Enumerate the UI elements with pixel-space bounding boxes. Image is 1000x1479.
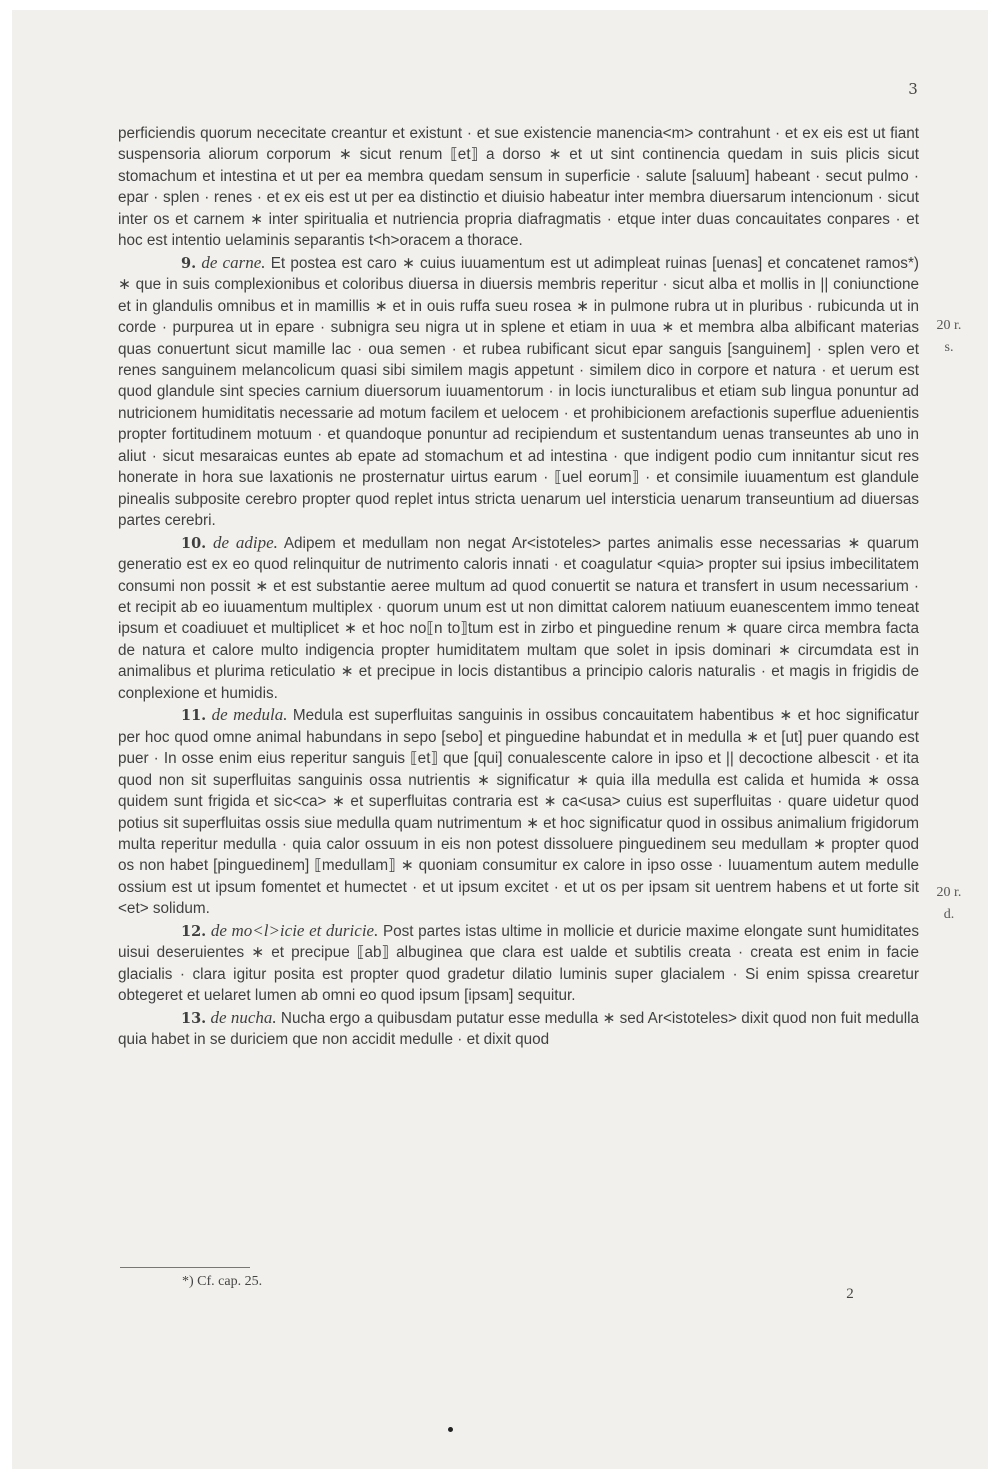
section-text: Et postea est caro ∗ cuius iuuamentum est ut adimpleat ruinas [uenas] et concatenet ramos*) ∗ que in suis complexionibus et coloribus diuersa in diuersis membris reperitur · sicut alba et mollis in || coniunctione et in glandulis omnibus et in mamillis ∗ et in ouis ruffa sueu rosea ∗ in pulmone rubra ut in pluribus · rubicunda ut in corde · purpurea ut in epare · subnigra seu nigra ut in splene et etiam in uua ∗ et membra alba albificant materias quas conuertunt sicut mamille lac · oua semen · et rubea rubificant sicut epar sanguis [sanguinem] · splen vero et renes sanguinem melancolicum quasi sibi similem magis appetunt · similem dico in corpore et natura · et uerum est quod glandule sint species carnium diuersorum iuuamentorum · in locis iuncturalibus et etiam sub lingua ponuntur ad nutricionem humiditatis necessarie ad motum facilem et uelocem · et prohibicionem arefactionis superflue aduenientis propter fortitudinem motuum · et quandoque ponuntur ad recipiendum et sustentandum uenas transeuntes ab uno in aliut · sicut mesaraicas euntes ab epate ad stomachum et ad intestina · que indigent podio cum innitantur sicut res honerate in hora sue laxationis ne prosternatur uirtus earum · ⟦uel eorum⟧ · et consimile iuuamentum est glandule pinealis subposite cerebro propter quod replet intus stricta uenarum uel intersticia uenarum transeuntium ad diuersas partes cerebri. <box>118 254 919 530</box>
section-title: de mo<l>icie et duricie. <box>210 920 379 940</box>
section-9 <box>118 252 919 532</box>
section-title: de carne. <box>201 252 266 272</box>
page-sheet <box>12 10 988 1469</box>
page-number: 3 <box>908 80 918 98</box>
section-title: de medula. <box>211 705 288 725</box>
section-number: 10. <box>181 534 207 552</box>
main-text <box>118 123 919 1050</box>
margin-note-folio: 20 r. <box>936 885 962 900</box>
section-13 <box>118 1007 919 1051</box>
section-text: Nucha ergo a quibusdam putatur esse medulla ∗ sed Ar<istoteles> dixit quod non fuit medulla quia habet in se duriciem que non accidit medulle · et dixit quod <box>118 1009 920 1049</box>
section-text: Medula est superfluitas sanguinis in ossibus concauitatem habentibus ∗ et hoc significatur per hoc quod omne animal habundans in sepo [sebo] et pinguedine habundat et in medulla ∗ et [ut] puer quando est puer · In osse enim eius reperitur sanguis ⟦et⟧ que [qui] conualescente calore in ipso et || decoctione albescit · et ita quod non sit superfluitas sanguinis ossa nutrientis ∗ significatur ∗ quia illa medulla est calida et humida ∗ ossa quidem sunt frigida et sic<ca> ∗ et superfluitas contraria est ∗ ca<usa> cuius est superfluitas · quare uidetur quod potius sit superfluitas ossis siue medulla quam nutrimentum ∗ et hoc significatur quod in ossibus animalium frigidorum multa reperitur medulla · quia calor ossuum in eis non potest dissoluere pinguedinem seu medullam ∗ propter quod os non habet [pinguedinem] ⟦medullam⟧ ∗ quoniam consumitur ex calore in ipso osse · Iuuamentum autem medulle ossium est ut ipsum fomentet et humectet · et ut ipsum excitet · et ut os per ipsam sit uentrem habens et ut forte sit <et> solidum. <box>118 707 920 918</box>
margin-note-side: s. <box>944 340 954 355</box>
margin-note-folio: 20 r. <box>936 318 962 333</box>
section-number: 11. <box>181 707 207 725</box>
ink-speck <box>448 1427 453 1432</box>
section-10 <box>118 532 919 705</box>
section-text: Adipem et medullam non negat Ar<istoteles> partes animalis esse necessarias ∗ quarum generatio est ex eo quod relinquitur de nutrimento caloris innati · et coagulatur <quia> propter sui ipsius imbecilitatem consumi non possit ∗ et est substantie aeree multum ad quod conuertit se natura et transfert in usum necessarium · et recipit ab eo iuuamentum multiplex · quorum unum est ut non dimittat calorem natiuum euanescentem immo teneat ipsum et coadiuuet et multiplicet ∗ et hoc no⟦n to⟧tum est in zirbo et pinguedine renum ∗ quare circa membra facta de natura et calore multo indigencia propter humiditatem multam que solet in ipsis dominari ∗ circumdata est in animalibus et plurima reticulatio ∗ et precipue in locis distantibus a principio caloris naturalis · et magis in frigidis de conplexione et humidis. <box>118 534 919 702</box>
section-12 <box>118 920 919 1007</box>
footnote: *) Cf. cap. 25. <box>182 1274 263 1289</box>
margin-note-side: d. <box>943 907 955 922</box>
signature-mark: 2 <box>846 1286 854 1302</box>
paragraph-continuation: perficiendis quorum nececitate creantur et existunt · et sue existencie manencia<m> contrahunt · et ex eis est ut fiant suspensoria aliorum corporum ∗ sicut renum ⟦et⟧ a dorso ∗ et ut sint continencia quedam in suis plicis sicut stomachum et intestina et ut per ea membra quedam sensum in superficie · salute [saluum] habeant · secut pulmo · epar · splen · renes · et ex eis est ut per ea distinctio et diuisio habeatur inter membra diuersarum intencionum · sicut inter os et carnem ∗ inter spiritualia et nutriencia propria diafragmatis · etque inter duas concauitates conpares · et hoc est intentio uelaminis separantis t<h>oracem a thorace. <box>118 125 919 250</box>
section-title: de nucha. <box>210 1007 277 1027</box>
section-number: 12. <box>181 922 207 940</box>
footnote-rule <box>120 1267 250 1268</box>
section-text: Post partes istas ultime in mollicie et duricie maxime elongate sunt humiditates uisui deseruientes ∗ et precipue ⟦ab⟧ albuginea que clara est ualde et subtilis creata · creata est enim in facie glacialis · clara igitur posita est propter quod gradetur dilatio luminis super glacialem · Si enim spissa crearetur obtegeret et uelaret lumen ab omni eo quod ipsum [ipsam] sequitur. <box>118 922 920 1005</box>
section-title: de adipe. <box>213 532 278 552</box>
section-number: 9. <box>181 254 197 272</box>
section-number: 13. <box>181 1009 207 1027</box>
section-11 <box>118 704 919 920</box>
